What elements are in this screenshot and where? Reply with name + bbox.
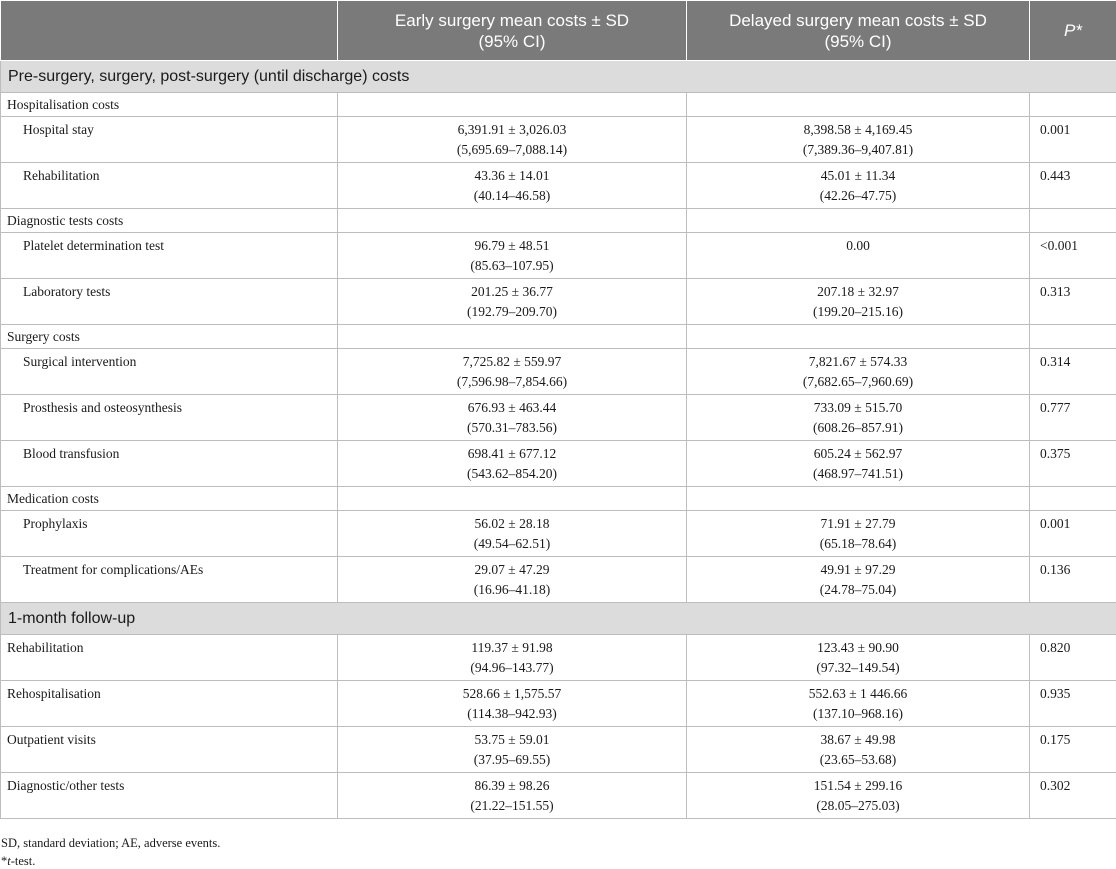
early-ci: (114.38–942.93) — [467, 706, 557, 721]
p-value: 0.935 — [1030, 681, 1116, 727]
early-cell — [338, 727, 687, 773]
footnote-test-italic: t — [7, 854, 11, 868]
row-label: Treatment for complications/AEs — [1, 557, 338, 603]
delayed-cell — [687, 349, 1030, 395]
delayed-mean: 45.01 ± 11.34 — [820, 168, 896, 183]
group-row — [1, 487, 1116, 511]
delayed-cell — [687, 681, 1030, 727]
delayed-cell — [687, 511, 1030, 557]
delayed-ci: (42.26–47.75) — [819, 188, 897, 203]
table-row — [1, 441, 1116, 487]
early-cell — [338, 349, 687, 395]
delayed-ci: (137.10–968.16) — [813, 706, 903, 721]
header-p-label: P* — [1064, 21, 1082, 40]
early-ci: (85.63–107.95) — [470, 258, 554, 273]
p-value: 0.443 — [1030, 163, 1116, 209]
p-value: 0.001 — [1030, 117, 1116, 163]
delayed-ci: (28.05–275.03) — [816, 798, 900, 813]
delayed-mean: 38.67 ± 49.98 — [820, 732, 896, 747]
early-mean: 698.41 ± 677.12 — [467, 446, 557, 461]
early-ci: (16.96–41.18) — [473, 582, 551, 597]
delayed-mean: 207.18 ± 32.97 — [817, 284, 899, 299]
early-mean: 7,725.82 ± 559.97 — [462, 354, 562, 369]
footnote-abbreviations: SD, standard deviation; AE, adverse events. — [1, 836, 221, 850]
early-cell — [338, 233, 687, 279]
delayed-cell — [687, 395, 1030, 441]
p-value: 0.820 — [1030, 635, 1116, 681]
section-title: Pre-surgery, surgery, post-surgery (until discharge) costs — [1, 61, 1116, 93]
row-label: Surgical intervention — [1, 349, 338, 395]
delayed-mean: 552.63 ± 1 446.66 — [808, 686, 908, 701]
row-label: Prosthesis and osteosynthesis — [1, 395, 338, 441]
group-title: Medication costs — [1, 487, 338, 511]
table-row — [1, 163, 1116, 209]
delayed-cell — [687, 117, 1030, 163]
row-label: Prophylaxis — [1, 511, 338, 557]
early-cell — [338, 773, 687, 819]
early-mean: 53.75 ± 59.01 — [474, 732, 550, 747]
early-mean: 676.93 ± 463.44 — [467, 400, 557, 415]
row-label: Diagnostic/other tests — [1, 773, 338, 819]
table-row — [1, 117, 1116, 163]
delayed-cell — [687, 773, 1030, 819]
group-row — [1, 209, 1116, 233]
table-row — [1, 681, 1116, 727]
early-ci: (37.95–69.55) — [473, 752, 551, 767]
early-ci: (40.14–46.58) — [473, 188, 551, 203]
delayed-ci: (23.65–53.68) — [819, 752, 897, 767]
early-cell — [338, 557, 687, 603]
early-ci: (5,695.69–7,088.14) — [456, 142, 568, 157]
delayed-cell — [687, 233, 1030, 279]
delayed-mean: 8,398.58 ± 4,169.45 — [803, 122, 913, 137]
early-cell — [338, 163, 687, 209]
section-title: 1-month follow-up — [1, 603, 1116, 635]
table-row — [1, 279, 1116, 325]
delayed-mean: 123.43 ± 90.90 — [817, 640, 899, 655]
delayed-cell — [687, 279, 1030, 325]
table-row — [1, 773, 1116, 819]
delayed-cell — [687, 441, 1030, 487]
table-header-row — [1, 1, 1116, 61]
table-row — [1, 511, 1116, 557]
early-mean: 56.02 ± 28.18 — [474, 516, 550, 531]
delayed-ci: (199.20–215.16) — [813, 304, 903, 319]
p-value: <0.001 — [1030, 233, 1116, 279]
delayed-cell — [687, 635, 1030, 681]
group-row — [1, 325, 1116, 349]
early-ci: (94.96–143.77) — [470, 660, 554, 675]
header-delayed-line1: Delayed surgery mean costs ± SD — [729, 10, 987, 30]
delayed-mean: 605.24 ± 562.97 — [813, 446, 903, 461]
header-p-value — [1030, 1, 1116, 61]
footnote-test-mark: * — [1, 854, 8, 868]
early-ci: (192.79–209.70) — [467, 304, 557, 319]
p-value: 0.375 — [1030, 441, 1116, 487]
header-early-line1: Early surgery mean costs ± SD — [394, 10, 630, 30]
early-ci: (543.62–854.20) — [467, 466, 557, 481]
early-cell — [338, 441, 687, 487]
early-mean: 29.07 ± 47.29 — [474, 562, 550, 577]
delayed-ci: (468.97–741.51) — [813, 466, 903, 481]
p-value: 0.001 — [1030, 511, 1116, 557]
early-ci: (7,596.98–7,854.66) — [456, 374, 568, 389]
header-empty-cell — [1, 1, 338, 61]
table-row — [1, 635, 1116, 681]
delayed-ci: (65.18–78.64) — [819, 536, 897, 551]
delayed-ci: (7,389.36–9,407.81) — [802, 142, 914, 157]
early-mean: 528.66 ± 1,575.57 — [462, 686, 562, 701]
p-value: 0.136 — [1030, 557, 1116, 603]
p-value: 0.313 — [1030, 279, 1116, 325]
row-label: Platelet determination test — [1, 233, 338, 279]
header-delayed-surgery — [687, 1, 1030, 61]
footnote-test — [1, 854, 35, 869]
early-cell — [338, 681, 687, 727]
early-cell — [338, 279, 687, 325]
row-label: Blood transfusion — [1, 441, 338, 487]
delayed-mean: 151.54 ± 299.16 — [813, 778, 903, 793]
early-mean: 201.25 ± 36.77 — [471, 284, 553, 299]
delayed-mean: 71.91 ± 27.79 — [820, 516, 896, 531]
table-row — [1, 395, 1116, 441]
section-row — [1, 603, 1116, 635]
delayed-mean: 7,821.67 ± 574.33 — [808, 354, 908, 369]
early-cell — [338, 117, 687, 163]
group-title: Diagnostic tests costs — [1, 209, 338, 233]
header-early-surgery — [338, 1, 687, 61]
row-label: Rehabilitation — [1, 635, 338, 681]
early-mean: 119.37 ± 91.98 — [471, 640, 553, 655]
early-ci: (49.54–62.51) — [473, 536, 551, 551]
early-cell — [338, 635, 687, 681]
delayed-cell — [687, 727, 1030, 773]
delayed-cell — [687, 557, 1030, 603]
table-row — [1, 233, 1116, 279]
table-row — [1, 727, 1116, 773]
p-value: 0.175 — [1030, 727, 1116, 773]
delayed-cell — [687, 163, 1030, 209]
early-ci: (21.22–151.55) — [470, 798, 554, 813]
header-early-line2: (95% CI) — [478, 31, 546, 51]
group-title: Surgery costs — [1, 325, 338, 349]
delayed-ci: (24.78–75.04) — [819, 582, 897, 597]
delayed-ci: (7,682.65–7,960.69) — [802, 374, 914, 389]
delayed-mean: 49.91 ± 97.29 — [820, 562, 896, 577]
row-label: Rehospitalisation — [1, 681, 338, 727]
early-ci: (570.31–783.56) — [467, 420, 557, 435]
p-value: 0.302 — [1030, 773, 1116, 819]
delayed-ci: (97.32–149.54) — [816, 660, 900, 675]
table-row — [1, 557, 1116, 603]
header-delayed-line2: (95% CI) — [824, 31, 892, 51]
table-row — [1, 349, 1116, 395]
early-cell — [338, 511, 687, 557]
p-value: 0.777 — [1030, 395, 1116, 441]
early-mean: 6,391.91 ± 3,026.03 — [457, 122, 567, 137]
row-label: Laboratory tests — [1, 279, 338, 325]
footnote-test-rest: -test. — [10, 854, 36, 868]
early-mean: 86.39 ± 98.26 — [474, 778, 550, 793]
row-label: Rehabilitation — [1, 163, 338, 209]
delayed-mean: 0.00 — [846, 238, 870, 253]
group-title: Hospitalisation costs — [1, 93, 338, 117]
early-cell — [338, 395, 687, 441]
delayed-mean: 733.09 ± 515.70 — [813, 400, 903, 415]
p-value: 0.314 — [1030, 349, 1116, 395]
row-label: Outpatient visits — [1, 727, 338, 773]
early-mean: 96.79 ± 48.51 — [474, 238, 550, 253]
row-label: Hospital stay — [1, 117, 338, 163]
group-row — [1, 93, 1116, 117]
section-row — [1, 61, 1116, 93]
delayed-ci: (608.26–857.91) — [813, 420, 903, 435]
early-mean: 43.36 ± 14.01 — [474, 168, 550, 183]
